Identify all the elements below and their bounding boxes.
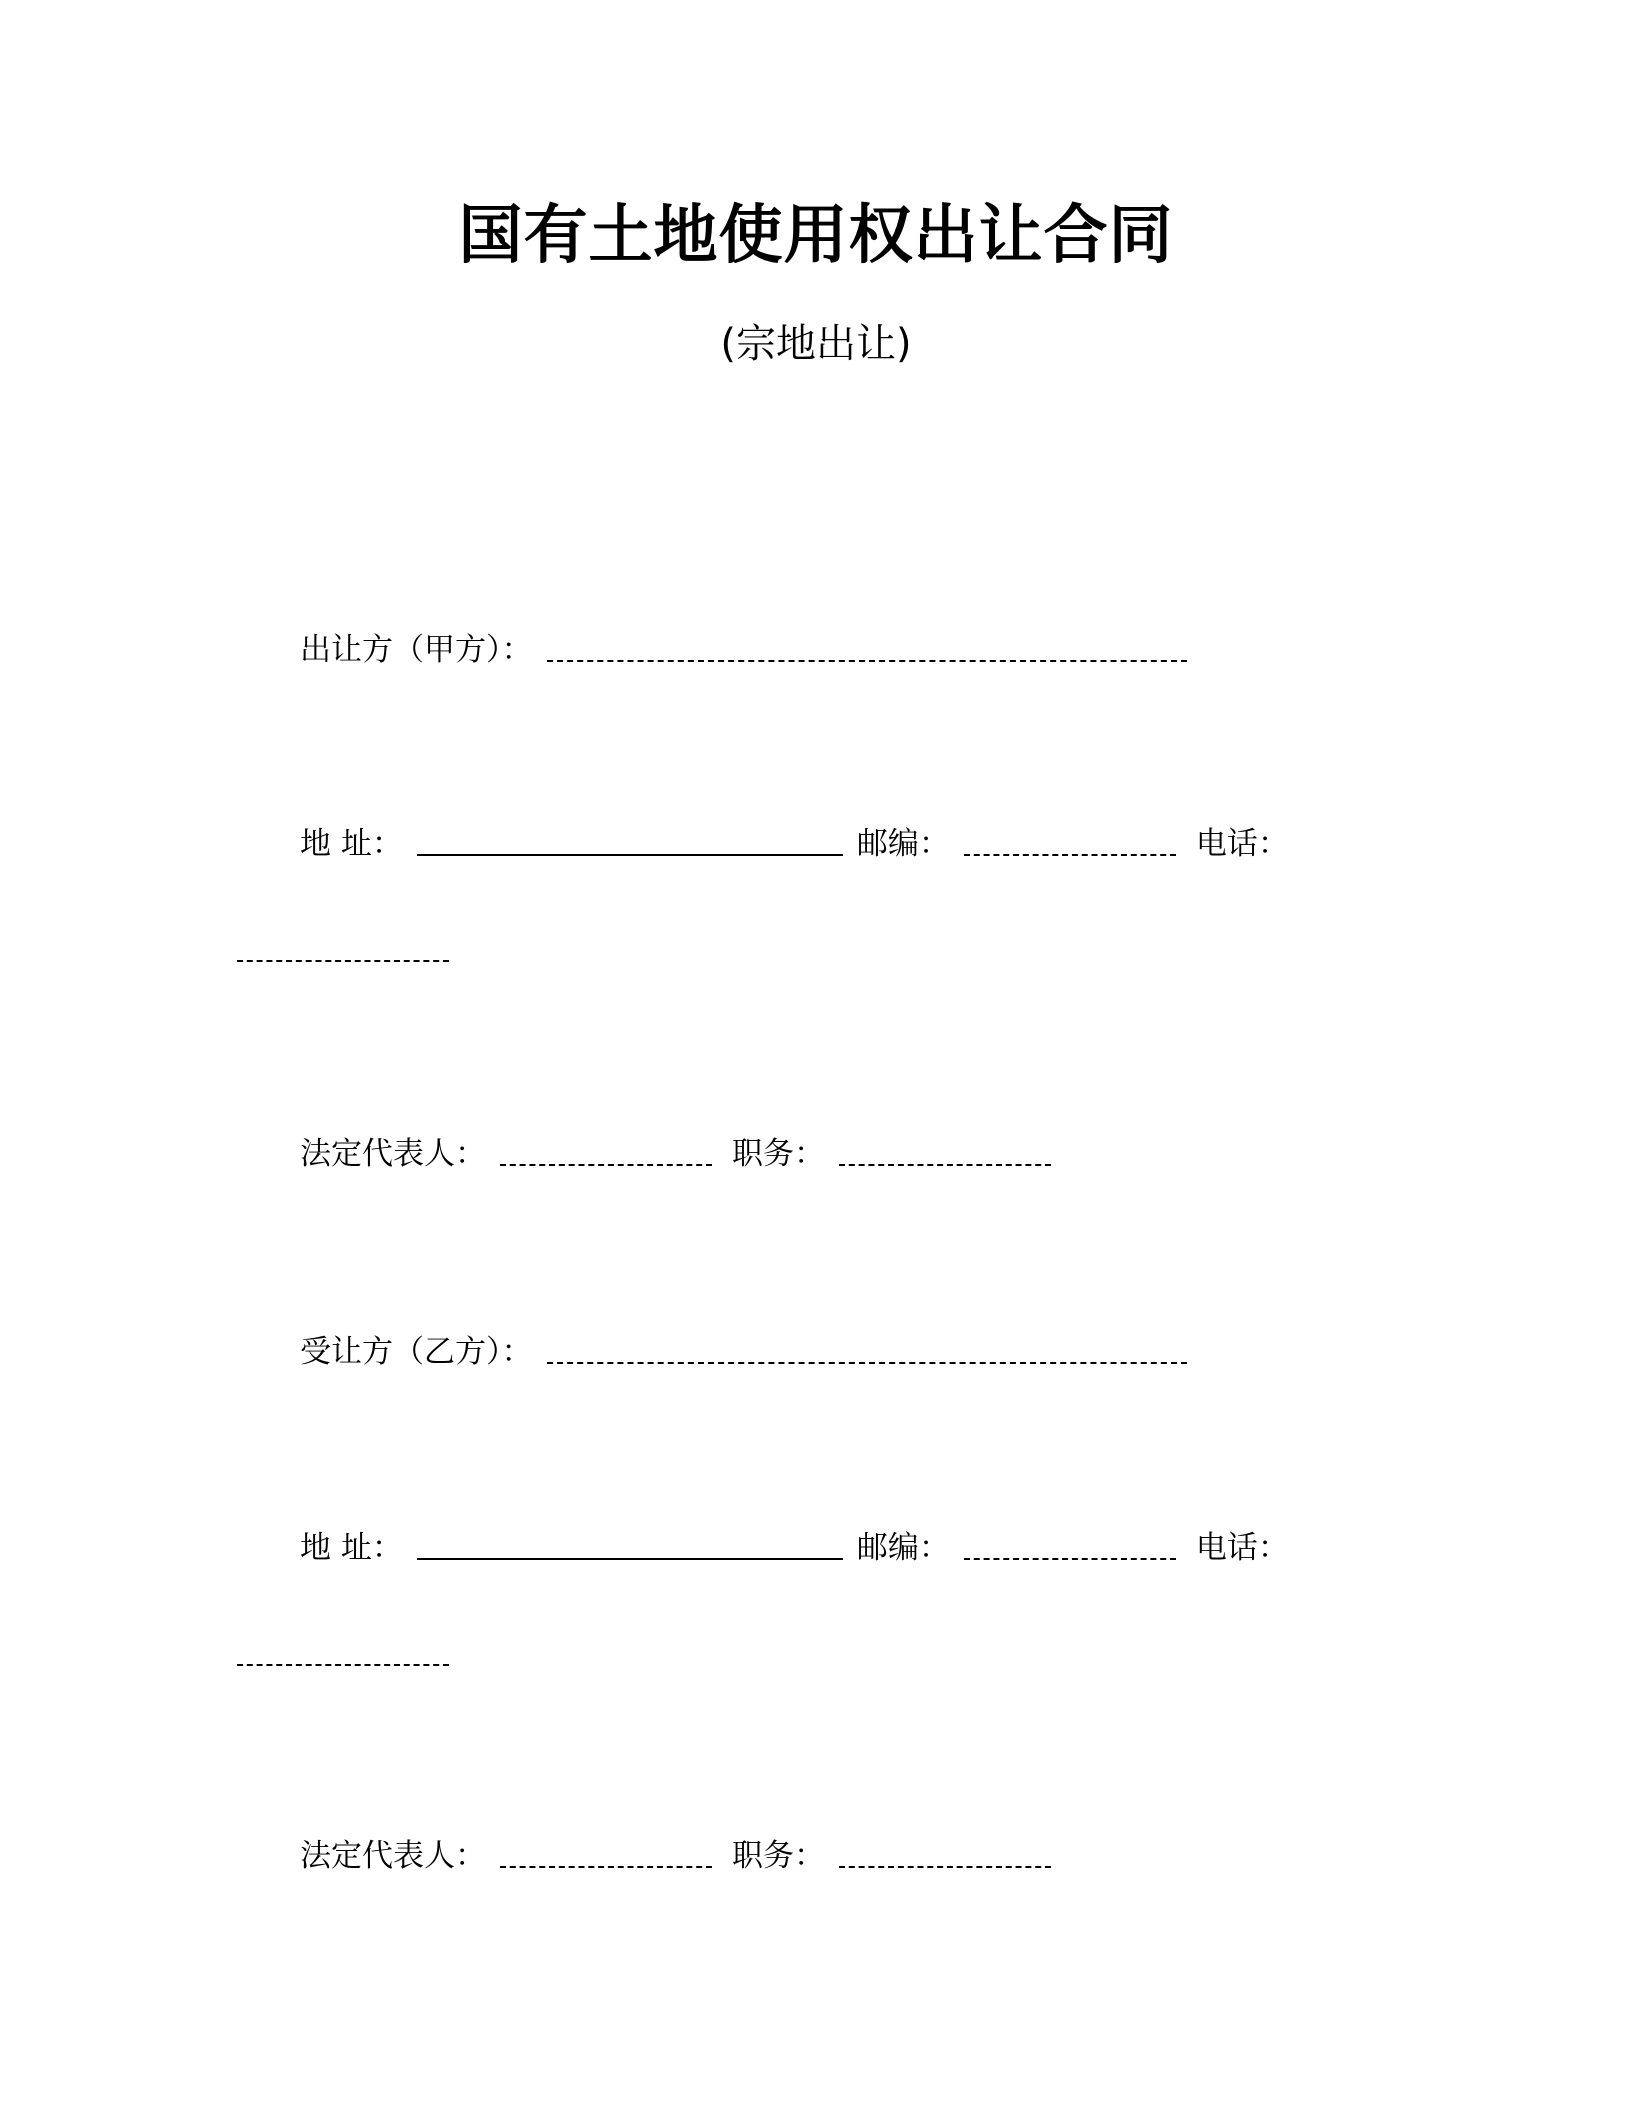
party-b-address-label: 地 址： <box>300 1530 403 1566</box>
party-a-address-blank[interactable] <box>417 854 843 856</box>
document-title: 国有土地使用权出让合同 <box>458 199 1174 273</box>
party-b-address-blank[interactable] <box>417 1558 843 1560</box>
party-a-postcode-blank[interactable] <box>964 854 1176 856</box>
party-b-phone-blank[interactable] <box>237 1664 449 1666</box>
party-a-phone-label: 电话： <box>1195 826 1289 862</box>
party-a-position-label: 职务： <box>732 1136 825 1172</box>
party-b-legal-rep-label: 法定代表人： <box>300 1838 486 1874</box>
party-a-position-blank[interactable] <box>839 1164 1051 1166</box>
party-a-name-blank[interactable] <box>547 660 1187 662</box>
party-a-postcode-label: 邮编： <box>856 826 950 862</box>
party-b-address-row <box>300 1526 1289 1570</box>
party-b-name-row <box>300 1330 1187 1374</box>
party-b-position-label: 职务： <box>732 1838 825 1874</box>
party-b-name-label: 受让方（乙方）： <box>300 1334 533 1370</box>
party-a-legal-rep-blank[interactable] <box>500 1164 712 1166</box>
party-b-legal-rep-blank[interactable] <box>500 1866 712 1868</box>
party-a-address-label: 地 址： <box>300 826 403 862</box>
party-a-legal-rep-row <box>300 1132 1051 1176</box>
party-b-phone-label: 电话： <box>1195 1530 1289 1566</box>
document-subtitle: (宗地出让) <box>720 321 912 367</box>
party-b-postcode-blank[interactable] <box>964 1558 1176 1560</box>
party-a-name-row <box>300 628 1187 672</box>
party-a-phone-blank[interactable] <box>237 960 449 962</box>
party-a-address-row <box>300 822 1289 866</box>
party-a-name-label: 出让方（甲方）： <box>300 632 533 668</box>
party-a-legal-rep-label: 法定代表人： <box>300 1136 486 1172</box>
party-b-name-blank[interactable] <box>547 1362 1187 1364</box>
party-b-postcode-label: 邮编： <box>856 1530 950 1566</box>
party-b-position-blank[interactable] <box>839 1866 1051 1868</box>
party-b-legal-rep-row <box>300 1834 1051 1878</box>
